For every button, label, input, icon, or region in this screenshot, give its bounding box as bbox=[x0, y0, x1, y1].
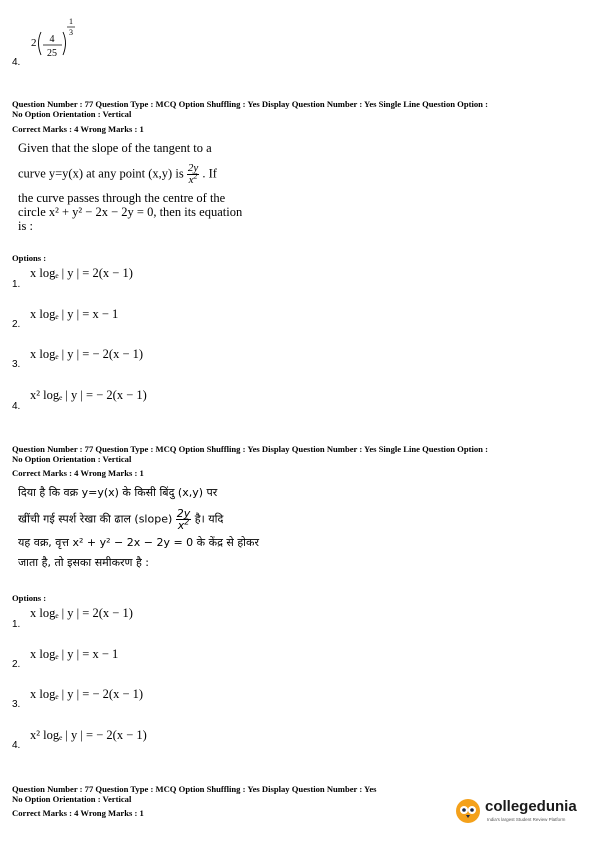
collegedunia-logo bbox=[455, 796, 585, 826]
question-stem-hindi bbox=[18, 484, 278, 572]
options-label: Options : bbox=[12, 593, 47, 603]
stem-line: Given that the slope of the tangent to a bbox=[18, 141, 212, 155]
option-2[interactable]: x logₑ | y | = x − 1 bbox=[30, 647, 119, 661]
coef-text: 2 bbox=[31, 37, 37, 49]
option-3[interactable]: x logₑ | y | = − 2(x − 1) bbox=[30, 687, 144, 701]
stem-line: the curve passes through the centre of the bbox=[18, 191, 226, 205]
top-option-expression bbox=[28, 10, 98, 60]
marks-info: Correct Marks : 4 Wrong Marks : 1 bbox=[12, 124, 144, 134]
option-number: 4. bbox=[12, 740, 21, 751]
question-header-line2: No Option Orientation : Vertical bbox=[12, 794, 132, 804]
option-4[interactable]: x² logₑ | y | = − 2(x − 1) bbox=[30, 728, 147, 742]
stem-line: जाता है, तो इसका समीकरण है : bbox=[18, 556, 150, 569]
exp-den-text: 3 bbox=[69, 28, 73, 37]
stem-line: circle x² + y² − 2x − 2y = 0, then its equation bbox=[18, 205, 243, 219]
option-number: 1. bbox=[12, 619, 21, 630]
num-text: 4 bbox=[49, 34, 55, 45]
stem-text: है। यदि bbox=[194, 512, 224, 526]
slope-fraction bbox=[176, 508, 192, 531]
stem-line-with-fraction bbox=[18, 162, 268, 186]
question-header-line1: Question Number : 77 Question Type : MCQ Option Shuffling : Yes Display Question Number : Yes Single Line Question Option : bbox=[12, 99, 488, 109]
option-2[interactable]: x logₑ | y | = x − 1 bbox=[30, 307, 119, 321]
option-number: 3. bbox=[12, 359, 21, 370]
question-header-line1: Question Number : 77 Question Type : MCQ Option Shuffling : Yes Display Question Number : Yes Single Line Question Option : bbox=[12, 444, 488, 454]
option-4[interactable]: x² logₑ | y | = − 2(x − 1) bbox=[30, 388, 147, 402]
stem-line: is : bbox=[18, 219, 33, 233]
marks-info: Correct Marks : 4 Wrong Marks : 1 bbox=[12, 808, 144, 818]
stem-line: यह वक्र, वृत्त x² + y² − 2x − 2y = 0 के केंद्र से होकर bbox=[18, 536, 259, 549]
exp-num-text: 1 bbox=[69, 17, 73, 26]
option-number: 4. bbox=[12, 401, 21, 412]
den-text: 25 bbox=[47, 48, 57, 59]
option-number: 1. bbox=[12, 279, 21, 290]
option-3[interactable]: x logₑ | y | = − 2(x − 1) bbox=[30, 347, 144, 361]
question-header-line2: No Option Orientation : Vertical bbox=[12, 109, 132, 119]
owl-icon bbox=[455, 798, 481, 824]
stem-line: दिया है कि वक्र y=y(x) के किसी बिंदु (x,y) पर bbox=[18, 486, 218, 499]
frac-den: $x^2$ bbox=[188, 171, 198, 186]
stem-text: curve y=y(x) at any point (x,y) is bbox=[18, 166, 184, 181]
options-label: Options : bbox=[12, 253, 47, 263]
fraction-power-expression bbox=[28, 10, 98, 62]
top-option-number: 4. bbox=[12, 57, 21, 68]
stem-line-with-fraction bbox=[18, 508, 278, 530]
question-stem-english bbox=[18, 139, 268, 235]
frac-num: 2y bbox=[187, 162, 199, 174]
question-header-line2: No Option Orientation : Vertical bbox=[12, 454, 132, 464]
option-number: 2. bbox=[12, 319, 21, 330]
option-number: 2. bbox=[12, 659, 21, 670]
logo-name: collegedunia bbox=[485, 798, 577, 815]
marks-info: Correct Marks : 4 Wrong Marks : 1 bbox=[12, 468, 144, 478]
option-1[interactable]: x logₑ | y | = 2(x − 1) bbox=[30, 606, 133, 620]
frac-den: $x^2$ bbox=[177, 517, 190, 532]
option-1[interactable]: x logₑ | y | = 2(x − 1) bbox=[30, 266, 133, 280]
stem-text: खींची गई स्पर्श रेखा की ढाल (slope) bbox=[18, 512, 173, 526]
slope-fraction bbox=[187, 163, 199, 186]
option-number: 3. bbox=[12, 699, 21, 710]
question-header-line1: Question Number : 77 Question Type : MCQ Option Shuffling : Yes Display Question Number : Yes bbox=[12, 784, 377, 794]
frac-num: 2y bbox=[176, 507, 191, 520]
logo-tagline: India's largest Student Review Platform bbox=[487, 817, 566, 822]
stem-text: . If bbox=[202, 166, 217, 181]
